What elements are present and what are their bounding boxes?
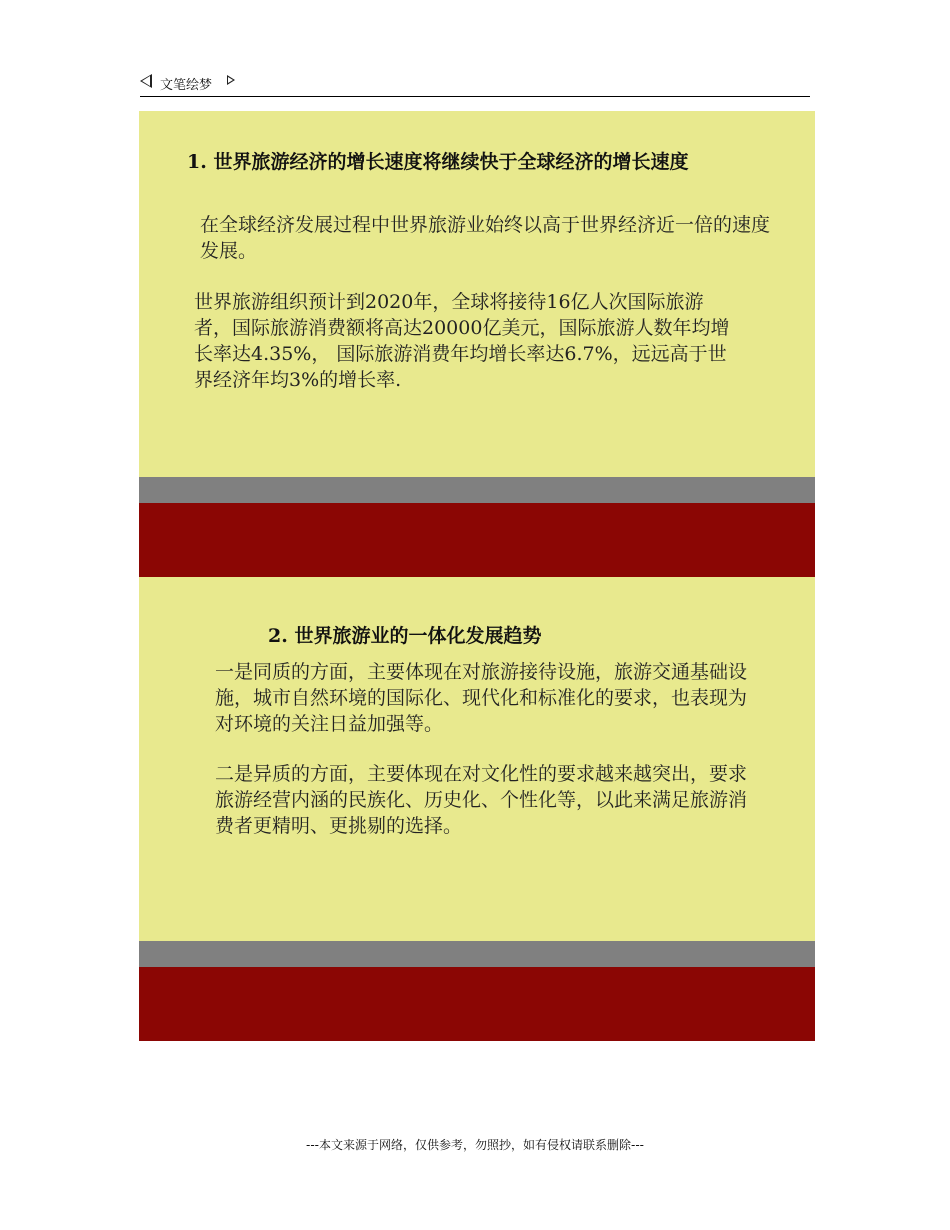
slide-paragraph: 世界旅游组织预计到2020年，全球将接待16亿人次国际旅游者，国际旅游消费额将高达20000亿美元，国际旅游人数年均增长率达4.35%， 国际旅游消费年均增长率达6.7%，远远高于世界经济年均3%的增长率. xyxy=(194,291,730,391)
slide-title: 1. 世界旅游经济的增长速度将继续快于全球经济的增长速度 xyxy=(187,151,689,173)
header-title: 文笔绘梦 xyxy=(160,78,213,93)
slide-paragraph: 一是同质的方面，主要体现在对旅游接待设施，旅游交通基础设施，城市自然环境的国际化、现代化和标准化的要求，也表现为对环境的关注日益加强等。 xyxy=(215,661,748,735)
gray-divider-band xyxy=(139,941,815,967)
slide-1 xyxy=(139,111,815,577)
triangle-right-icon xyxy=(227,75,235,85)
slide-2 xyxy=(139,577,815,1043)
page-header xyxy=(140,72,810,97)
triangle-left-icon xyxy=(140,74,152,88)
slide-paragraph: 在全球经济发展过程中世界旅游业始终以高于世界经济近一倍的速度发展。 xyxy=(200,214,771,262)
page-footer-note: ---本文来源于网络，仅供参考，勿照抄，如有侵权请联系删除--- xyxy=(306,1138,644,1152)
red-footer-band xyxy=(139,967,815,1041)
gray-divider-band xyxy=(139,477,815,503)
slide-paragraph: 二是异质的方面，主要体现在对文化性的要求越来越突出，要求旅游经营内涵的民族化、历史化、个性化等，以此来满足旅游消费者更精明、更挑剔的选择。 xyxy=(215,763,748,837)
slide-title: 2. 世界旅游业的一体化发展趋势 xyxy=(268,625,542,647)
red-footer-band xyxy=(139,503,815,577)
